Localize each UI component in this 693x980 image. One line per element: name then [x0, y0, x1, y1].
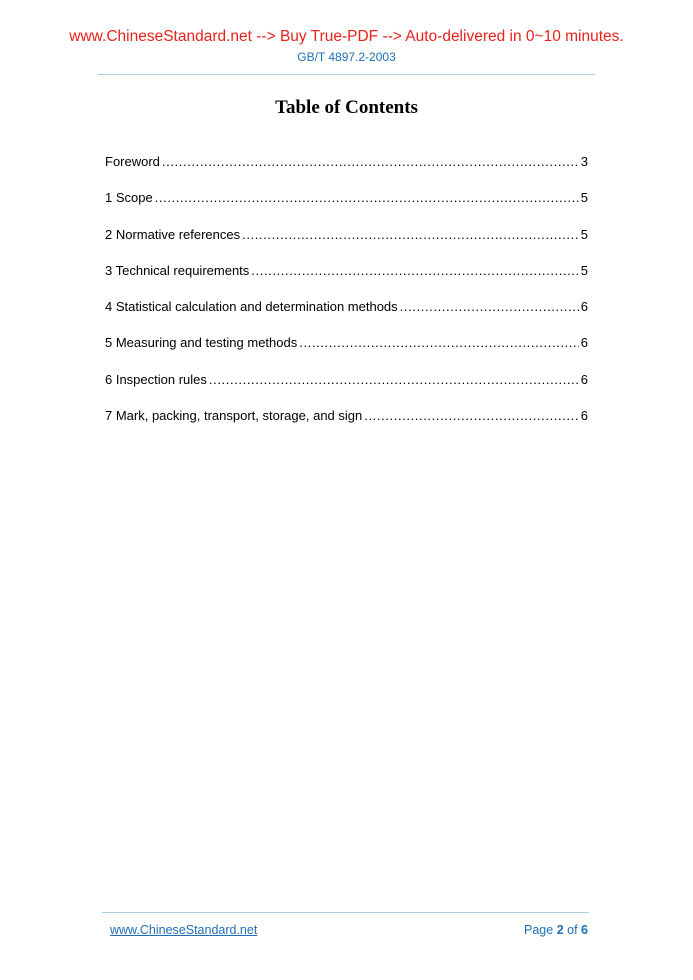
toc-dot-leader: [155, 189, 579, 207]
toc-dot-leader: [162, 153, 579, 171]
current-page-number: 2: [556, 923, 564, 937]
toc-dot-leader: [400, 298, 579, 316]
document-id: GB/T 4897.2-2003: [297, 50, 396, 64]
toc-dot-leader: [242, 226, 579, 244]
toc-dot-leader: [299, 334, 579, 352]
promo-banner[interactable]: www.ChineseStandard.net --> Buy True-PDF --> Auto-delivered in 0~10 minutes.: [69, 28, 624, 45]
toc-list: [105, 153, 588, 443]
footer-divider: [102, 912, 589, 913]
toc-entry-label: 4 Statistical calculation and determination methods: [105, 299, 398, 315]
toc-entry-label: 7 Mark, packing, transport, storage, and sign: [105, 408, 363, 424]
toc-entry-label: 1 Scope: [105, 190, 153, 206]
toc-entry-page: 5: [580, 226, 588, 242]
of-word: of: [567, 923, 578, 937]
toc-entry-foreword[interactable]: [105, 153, 588, 189]
toc-dot-leader: [364, 407, 579, 425]
toc-entry-measuring-testing[interactable]: [105, 334, 588, 370]
toc-entry-label: 5 Measuring and testing methods: [105, 335, 298, 351]
toc-entry-page: 6: [580, 335, 588, 351]
footer-site-link[interactable]: www.ChineseStandard.net: [110, 923, 258, 937]
header-divider: [98, 74, 595, 75]
page-indicator: [524, 922, 588, 938]
toc-dot-leader: [209, 371, 579, 389]
toc-entry-page: 6: [580, 299, 588, 315]
toc-entry-technical-requirements[interactable]: [105, 262, 588, 298]
toc-entry-label: 3 Technical requirements: [105, 262, 250, 278]
toc-title: Table of Contents: [275, 97, 418, 118]
toc-entry-page: 6: [580, 371, 588, 387]
toc-entry-statistical-calculation[interactable]: [105, 298, 588, 334]
toc-entry-label: 6 Inspection rules: [105, 371, 207, 387]
toc-entry-page: 5: [580, 262, 588, 278]
toc-entry-scope[interactable]: [105, 189, 588, 225]
toc-entry-normative-references[interactable]: [105, 226, 588, 262]
total-pages-number: 6: [581, 923, 588, 937]
page-word: Page: [524, 923, 554, 937]
toc-entry-page: 5: [580, 190, 588, 206]
toc-entry-inspection-rules[interactable]: [105, 371, 588, 407]
toc-dot-leader: [251, 262, 578, 280]
toc-entry-label: 2 Normative references: [105, 226, 241, 242]
toc-entry-label: Foreword: [105, 154, 160, 169]
toc-entry-mark-packing[interactable]: [105, 407, 588, 443]
toc-entry-page: 6: [580, 408, 588, 424]
toc-entry-page: 3: [580, 154, 588, 169]
